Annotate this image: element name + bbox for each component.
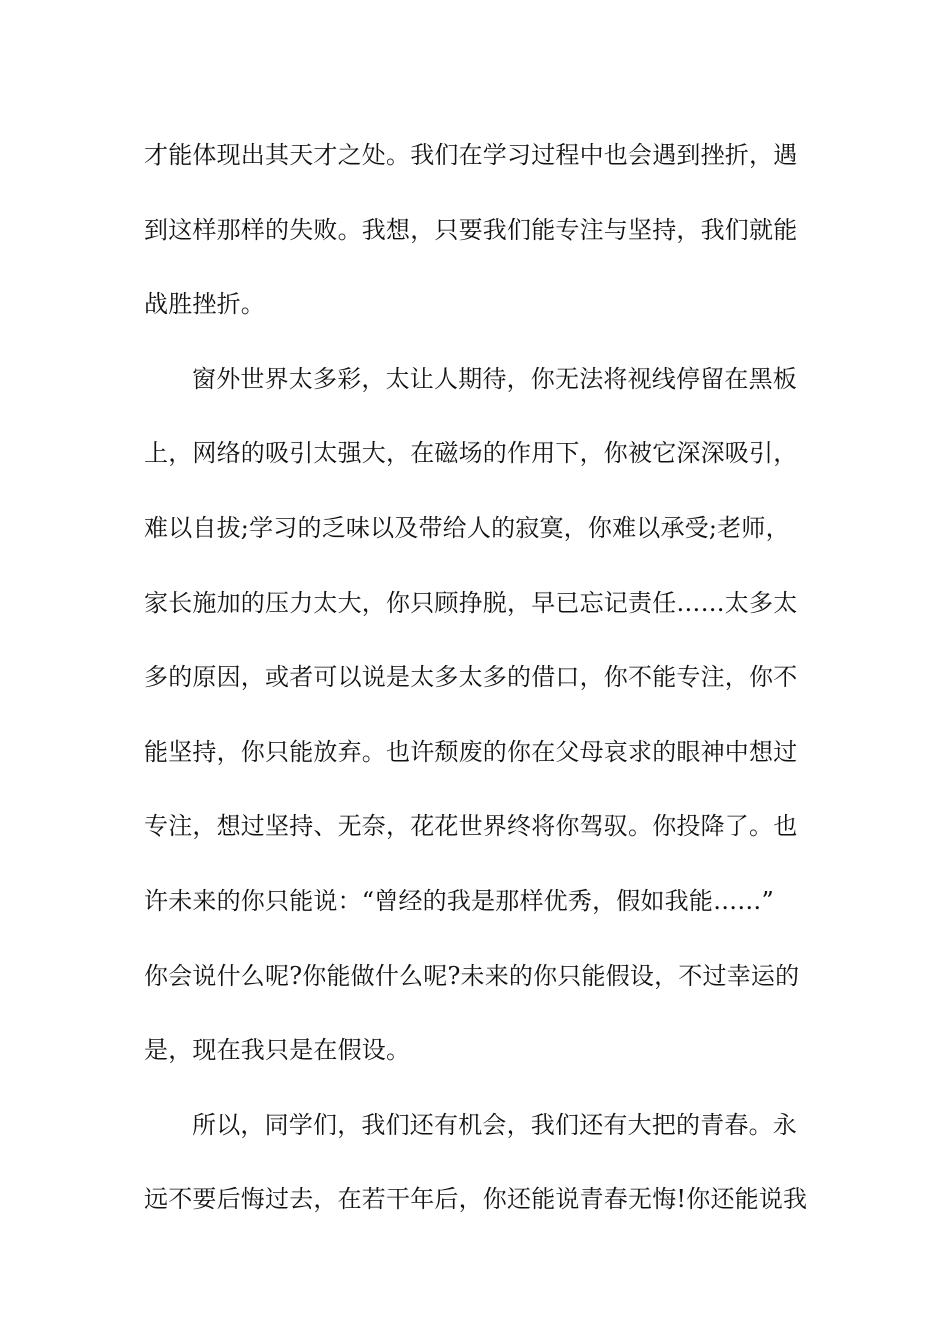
text-line-1: 才能体现出其天才之处。我们在学习过程中也会遇到挫折，遇: [144, 141, 798, 169]
text-line-15: 远不要后悔过去，在若干年后，你还能说青春无悔!你还能说我: [144, 1185, 808, 1214]
text-line-5: 上，网络的吸引太强大，在磁场的作用下，你被它深深吸引，: [144, 439, 798, 468]
text-line-4: 窗外世界太多彩，太让人期待，你无法将视线停留在黑板: [192, 364, 797, 393]
text-line-12: 你会说什么呢?你能做什么呢?未来的你只能假设，不过幸运的: [144, 961, 800, 990]
body-text: [144, 134, 808, 1253]
text-line-14: 所以，同学们，我们还有机会，我们还有大把的青春。永: [192, 1110, 797, 1139]
text-line-6: 难以自拔;学习的乏味以及带给人的寂寞，你难以承受;老师，: [144, 513, 790, 542]
text-line-2: 到这样那样的失败。我想，只要我们能专注与坚持，我们就能: [144, 215, 798, 244]
text-line-10: 专注，想过坚持、无奈，花花世界终将你驾驭。你投降了。也: [144, 812, 798, 841]
text-line-9: 能坚持，你只能放弃。也许颓废的你在父母哀求的眼神中想过: [144, 737, 798, 766]
text-line-3: 战胜挫折。: [144, 290, 265, 319]
text-line-11: 许未来的你只能说：“曾经的我是那样优秀，假如我能……”: [144, 886, 774, 915]
text-line-13: 是，现在我只是在假设。: [144, 1036, 411, 1065]
text-line-7: 家长施加的压力太大，你只顾挣脱，早已忘记责任……太多太: [144, 588, 798, 617]
text-line-8: 多的原因，或者可以说是太多太多的借口，你不能专注，你不: [144, 663, 798, 692]
